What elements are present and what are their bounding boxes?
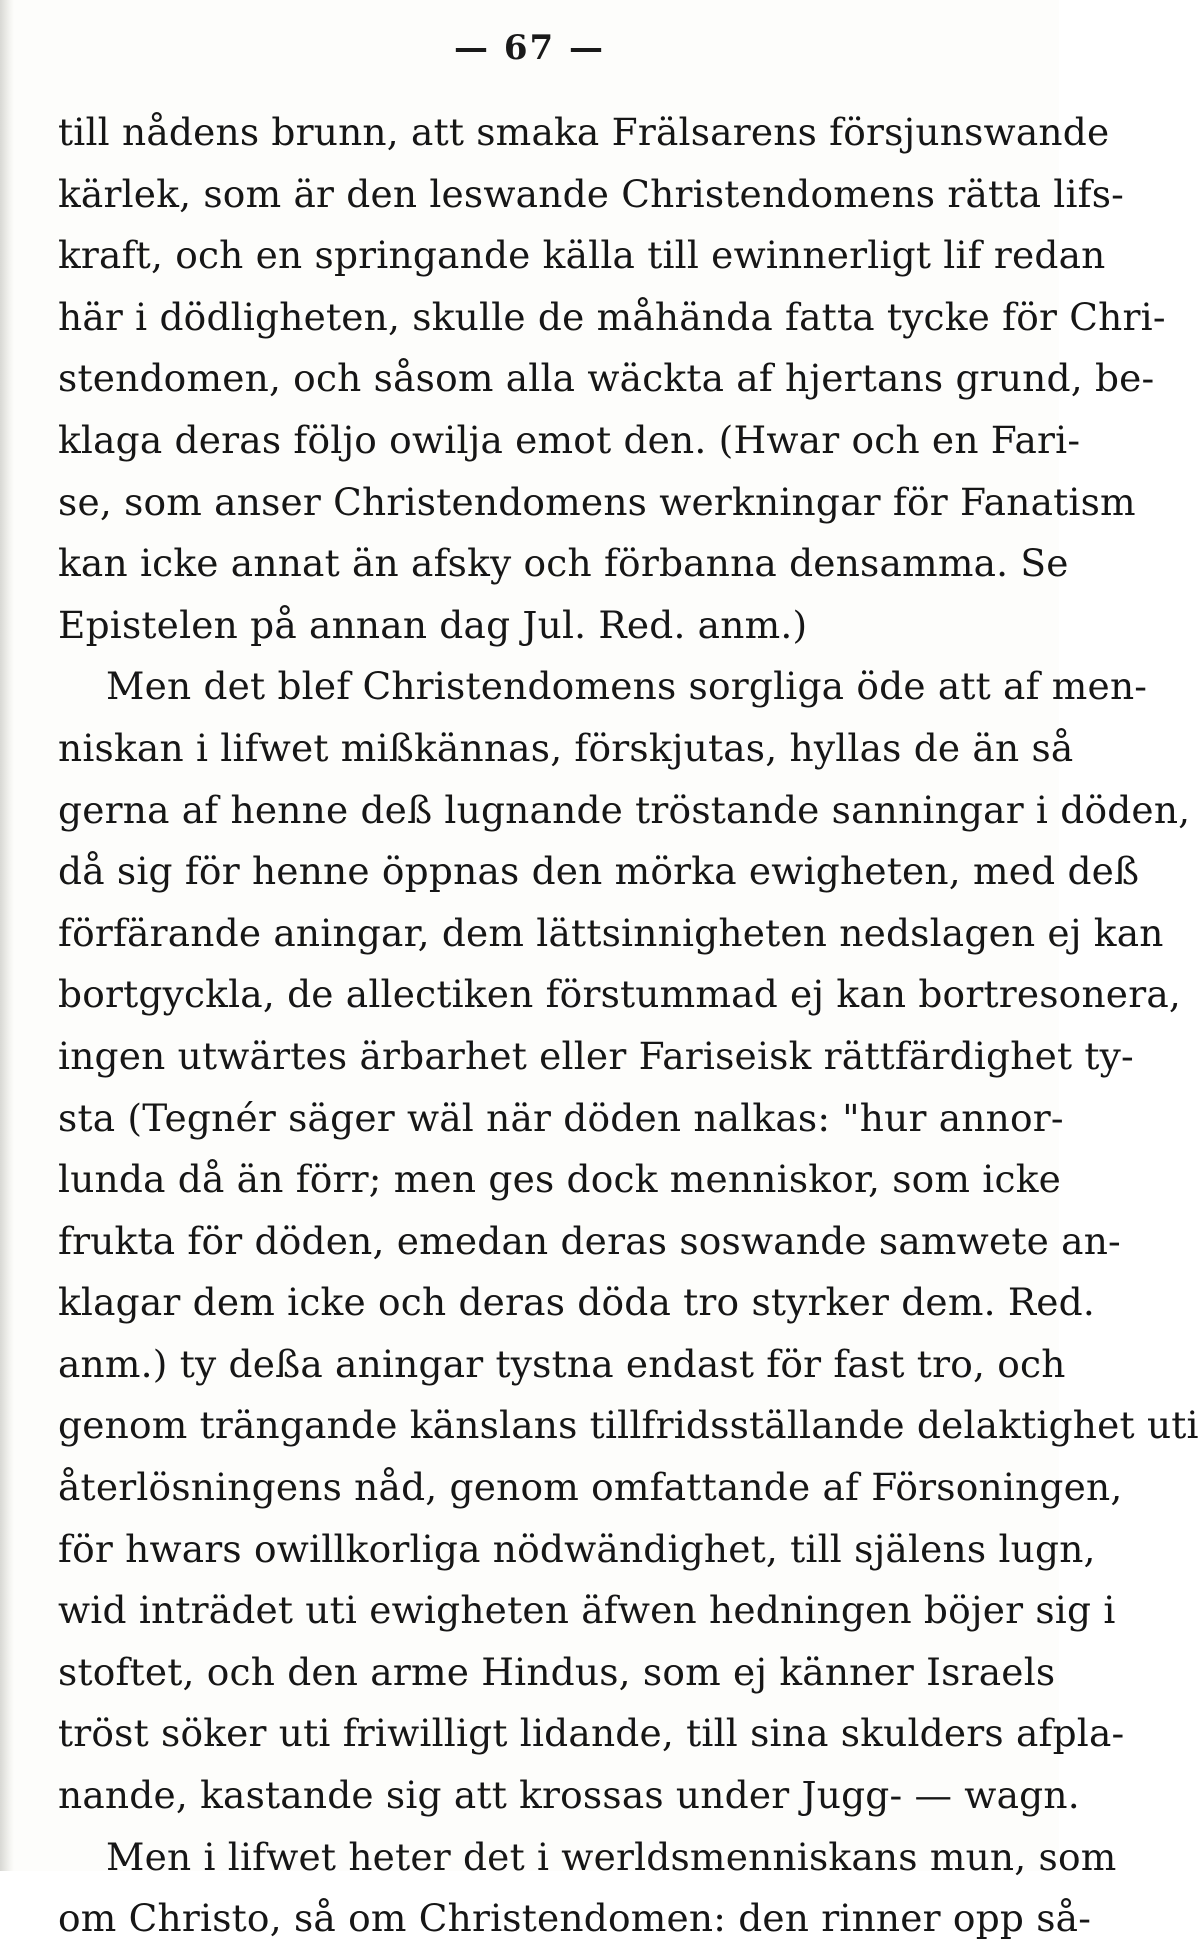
text-line: kraft, och en springande källa till ewinnerligt lif redan [58,233,1106,278]
text-line: nande, kastande sig att krossas under Jugg- — wagn. [58,1773,1080,1818]
text-line: tröst söker uti friwilligt lidande, till sina skulders afpla- [58,1711,1125,1756]
text-line: förfärande aningar, dem lättsinnigheten nedslagen ej kan [58,910,1164,955]
text-line: bortgyckla, de allectiken förstummad ej kan bortresonera, [58,972,1181,1017]
text-line: se, som anser Christendomens werkningar för Fanatism [58,479,1136,524]
text-line: för hwars owillkorliga nödwändighet, till själens lugn, [58,1526,1096,1571]
text-line: stoftet, och den arme Hindus, som ej känner Israels [58,1649,1056,1694]
text-line: Epistelen på annan dag Jul. Red. anm.) [58,602,808,647]
text-line: ingen utwärtes ärbarhet eller Fariseisk rättfärdighet ty- [58,1033,1134,1078]
text-line: här i dödligheten, skulle de måhända fatta tycke för Chri- [58,294,1166,339]
text-line: klagar dem icke och deras döda tro styrker dem. Red. [58,1280,1095,1325]
text-line: kan icke annat än afsky och förbanna densamma. Se [58,541,1069,586]
text-line: wid inträdet uti ewigheten äfwen hedningen böjer sig i [58,1588,1116,1633]
page-number: — 67 — [454,28,605,68]
text-line: Men i lifwet heter det i werldsmenniskans mun, som [106,1834,1117,1879]
text-line: genom trängande känslans tillfridsställande delaktighet uti [58,1403,1199,1448]
text-line: niskan i lifwet mißkännas, förskjutas, hyllas de än så [58,725,1074,770]
text-line: stendomen, och såsom alla wäckta af hjertans grund, be- [58,356,1155,401]
text-line: frukta för döden, emedan deras soswande samwete an- [58,1218,1121,1263]
text-line: sta (Tegnér säger wäl när döden nalkas: "hur annor- [58,1095,1064,1140]
text-line: då sig för henne öppnas den mörka ewigheten, med deß [58,849,1140,894]
text-line: anm.) ty deßa aningar tystna endast för fast tro, och [58,1341,1066,1386]
text-line: kärlek, som är den leswande Christendomens rätta lifs- [58,171,1125,216]
text-line: återlösningens nåd, genom omfattande af Försoningen, [58,1465,1123,1510]
text-line: gerna af henne deß lugnande tröstande sanningar i döden, [58,787,1191,832]
body-text [58,102,1199,1950]
page-scan-edge [0,0,14,1871]
text-line: lunda då än förr; men ges dock menniskor, som icke [58,1157,1062,1202]
text-line: om Christo, så om Christendomen: den rinner opp så- [58,1896,1092,1941]
text-line: Men det blef Christendomens sorgliga öde att af men- [106,664,1148,709]
text-line: klaga deras följo owilja emot den. (Hwar och en Fari- [58,417,1081,462]
text-line: till nådens brunn, att smaka Frälsarens försjunswande [58,110,1110,154]
